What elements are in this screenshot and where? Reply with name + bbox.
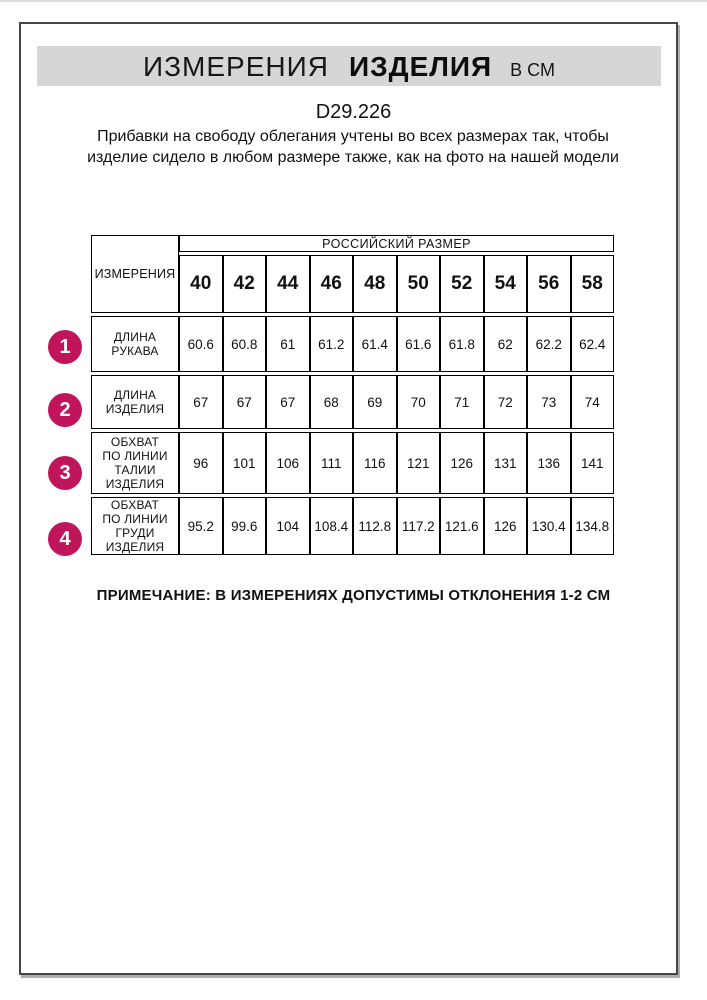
size-header-cell: 44 [266,255,310,313]
value-cell: 126 [484,497,528,555]
value-cell: 117.2 [397,497,441,555]
table-row-waist-girth [91,432,614,494]
value-cell: 104 [266,497,310,555]
russian-size-header-cell: РОССИЙСКИЙ РАЗМЕР [179,235,614,252]
value-cell: 134.8 [571,497,615,555]
value-cell: 101 [223,432,267,494]
size-header-cell: 54 [484,255,528,313]
row-number-badge: 3 [48,456,82,490]
value-cell: 131 [484,432,528,494]
size-header-cell: 48 [353,255,397,313]
value-cell: 72 [484,375,528,429]
size-table [91,232,614,558]
row-label-cell: ДЛИНА ИЗДЕЛИЯ [91,375,179,429]
title-product: ИЗДЕЛИЯ [348,51,493,82]
value-cell: 99.6 [223,497,267,555]
value-cell: 130.4 [527,497,571,555]
value-cell: 69 [353,375,397,429]
value-cell: 121.6 [440,497,484,555]
value-cell: 112.8 [353,497,397,555]
value-cell: 61.4 [353,316,397,372]
size-header-cell: 46 [310,255,354,313]
value-cell: 71 [440,375,484,429]
size-header-cell: 52 [440,255,484,313]
value-cell: 70 [397,375,441,429]
value-cell: 116 [353,432,397,494]
value-cell: 136 [527,432,571,494]
value-cell: 108.4 [310,497,354,555]
size-header-cell: 42 [223,255,267,313]
value-cell: 126 [440,432,484,494]
size-header-cell: 50 [397,255,441,313]
value-cell: 61.6 [397,316,441,372]
value-cell: 62.4 [571,316,615,372]
fit-description: Прибавки на свободу облегания учтены во всех размерах так, чтобы изделие сидело в любом размере также, как на фото на нашей модели [87,128,619,166]
table-row-item-length [91,375,614,429]
size-header-cell: 40 [179,255,223,313]
model-code: D29.226 [315,101,392,123]
row-number-badge: 4 [48,522,82,556]
size-header-cell: 56 [527,255,571,313]
row-label-cell: ДЛИНА РУКАВА [91,316,179,372]
value-cell: 68 [310,375,354,429]
title-band [37,46,661,86]
value-cell: 121 [397,432,441,494]
table-row-chest-girth [91,497,614,555]
value-cell: 60.6 [179,316,223,372]
value-cell: 62 [484,316,528,372]
row-label-cell: ОБХВАТ ПО ЛИНИИ ТАЛИИ ИЗДЕЛИЯ [91,432,179,494]
group-header-row [91,235,614,252]
value-cell: 67 [223,375,267,429]
value-cell: 74 [571,375,615,429]
row-label-cell: ОБХВАТ ПО ЛИНИИ ГРУДИ ИЗДЕЛИЯ [91,497,179,555]
table-row-sleeve-length [91,316,614,372]
title-unit: В СМ [510,60,555,80]
value-cell: 61.8 [440,316,484,372]
corner-header-cell: ИЗМЕРЕНИЯ [91,235,179,313]
tolerance-note: ПРИМЕЧАНИЕ: В ИЗМЕРЕНИЯХ ДОПУСТИМЫ ОТКЛОНЕНИЯ 1-2 СМ [96,587,611,604]
value-cell: 141 [571,432,615,494]
value-cell: 95.2 [179,497,223,555]
size-header-cell: 58 [571,255,615,313]
row-number-badge: 2 [48,393,82,427]
value-cell: 62.2 [527,316,571,372]
scan-edge-artifact [0,0,707,2]
value-cell: 61 [266,316,310,372]
title-measurements: ИЗМЕРЕНИЯ [143,51,329,82]
value-cell: 67 [266,375,310,429]
value-cell: 73 [527,375,571,429]
value-cell: 61.2 [310,316,354,372]
value-cell: 111 [310,432,354,494]
row-number-badge: 1 [48,330,82,364]
value-cell: 96 [179,432,223,494]
value-cell: 67 [179,375,223,429]
value-cell: 106 [266,432,310,494]
value-cell: 60.8 [223,316,267,372]
